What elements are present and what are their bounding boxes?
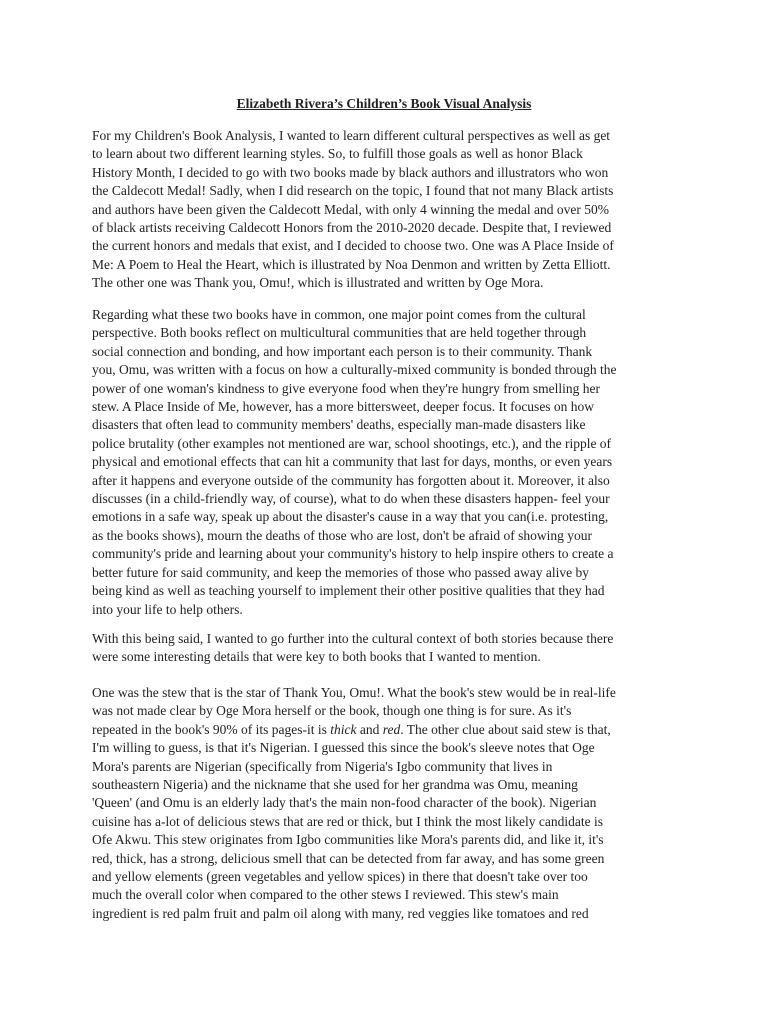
text-line: discusses (in a child-friendly way, of course), what to do when these disasters happen- feel your [92,491,610,507]
text-line: and yellow elements (green vegetables and yellow spices) in there that doesn't take over too [92,869,588,885]
text-line: to learn about two different learning styles. So, to fulfill those goals as well as honor Black [92,146,583,162]
text-line: I'm willing to guess, is that it's Nigerian. I guessed this since the book's sleeve notes that Oge [92,740,595,756]
text-line: Ofe Akwu. This stew originates from Igbo communities like Mora's parents did, and like it, it's [92,832,604,848]
text-line: being kind as well as teaching yourself to implement their other positive qualities that they had [92,583,605,599]
text-line: of black artists receiving Caldecott Honors from the 2010-2020 decade. Despite that, I reviewed [92,220,612,236]
text-line: into your life to help others. [92,601,243,617]
text-line: you, Omu, was written with a focus on how a culturally-mixed community is bonded through the [92,362,617,378]
document-title: Elizabeth Rivera’s Children’s Book Visual Analysis [236,96,532,111]
text-line: much the overall color when compared to the other stews I reviewed. This stew's main [92,887,559,903]
text-line: social connection and bonding, and how important each person is to their community. Thank [92,343,593,359]
text-line: Mora's parents are Nigerian (specifically from Nigeria's Igbo community that lives in [92,758,553,774]
text-line: red, thick, has a strong, delicious smell that can be detected from far away, and has some green [92,850,605,866]
text-line: ingredient is red palm fruit and palm oil along with many, red veggies like tomatoes and red [92,905,589,921]
text-line: Regarding what these two books have in common, one major point comes from the cultural [92,307,586,322]
text-line: after it happens and everyone outside of the community has forgotten about it. Moreover, it also [92,472,610,488]
text-line: emotions in a safe way, speak up about the disaster's cause in a way that you can(i.e. protesting, [92,509,609,525]
text-line: perspective. Both books reflect on multicultural communities that are held together through [92,325,587,341]
paragraph-introduction [92,127,692,293]
text-line: better future for said community, and keep the memories of those who passed away alive by [92,564,589,580]
text-line: 'Queen' (and Omu is an elderly lady that's the main non-food character of the book). Nigerian [92,795,597,811]
text-line: as the books shows), mourn the deaths of those who are lost, don't be afraid of showing your [92,527,592,543]
text-line: community's pride and learning about your community's history to help inspire others to create a [92,546,614,562]
text-line: stew. A Place Inside of Me, however, has a more bittersweet, deeper focus. It focuses on how [92,399,595,415]
text-line: southeastern Nigeria) and the nickname that she used for her grandma was Omu, meaning [92,777,578,793]
text-line: For my Children's Book Analysis, I wanted to learn different cultural perspectives as well as get [92,128,611,143]
text-line: the Caldecott Medal! Sadly, when I did research on the topic, I found that not many Black artists [92,183,614,199]
text-line: disasters that often lead to community members' deaths, especially man-made disasters like [92,417,586,433]
text-line: police brutality (other examples not mentioned are war, school shootings, etc.), and the ripple of [92,435,612,451]
text-line: and authors have been given the Caldecott Medal, with only 4 winning the medal and over 50% [92,201,609,217]
paragraph-cultural-context [92,630,692,667]
paragraph-common-themes [92,306,692,619]
text-line: The other one was Thank you, Omu!, which is illustrated and written by Oge Mora. [92,275,544,291]
text-line: One was the stew that is the star of Thank You, Omu!. What the book's stew would be in real-life [92,685,616,700]
text-line: were some interesting details that were key to both books that I wanted to mention. [92,649,541,665]
paragraph-stew [92,684,692,923]
emphasis-red: red [382,721,401,737]
text-line: With this being said, I wanted to go further into the cultural context of both stories because there [92,631,614,646]
text-line: cuisine has a-lot of delicious stews that are red or thick, but I think the most likely candidate is [92,813,603,829]
text-line: the current honors and medals that exist, and I decided to choose two. One was A Place Inside of [92,238,614,254]
text-line: repeated in the book's 90% of its pages-it is thick and red. The other clue about said stew is that, [92,721,611,737]
text-line: Me: A Poem to Heal the Heart, which is illustrated by Noa Denmon and written by Zetta Elliott. [92,256,611,272]
text-line: power of one woman's kindness to give everyone food when they're hungry from smelling her [92,380,600,396]
text-line: was not made clear by Oge Mora herself or the book, though one thing is for sure. As it's [92,703,572,719]
text-line: History Month, I decided to go with two books made by black authors and illustrators who won [92,164,609,180]
text-line: physical and emotional effects that can hit a community that last for days, months, or even years [92,454,613,470]
emphasis-thick: thick [330,721,357,737]
